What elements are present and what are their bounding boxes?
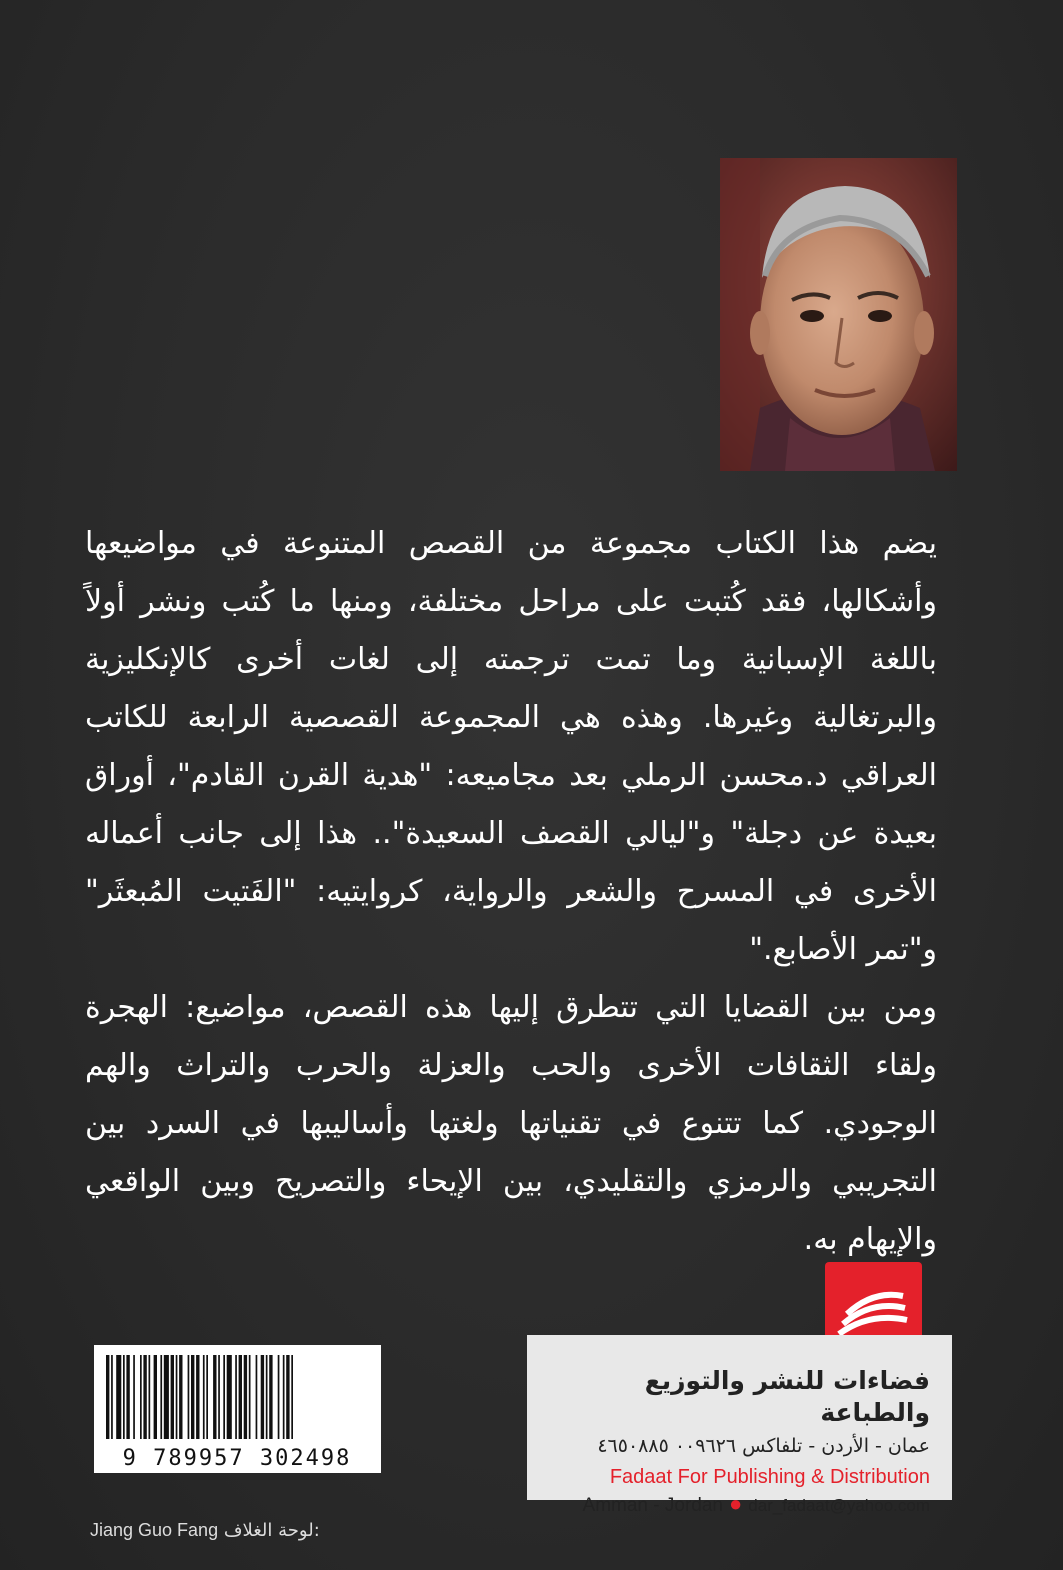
publisher-name-english: Fadaat For Publishing & Distribution: [609, 1466, 930, 1488]
barcode-bar: [164, 1355, 169, 1439]
barcode-bar: [149, 1355, 151, 1439]
book-description: [85, 515, 937, 1269]
barcode-bar: [244, 1355, 247, 1439]
barcode-bar: [286, 1355, 289, 1439]
barcode-bar: [261, 1355, 264, 1439]
publisher-city: Amman - Jordan: [582, 1495, 723, 1516]
barcode-bar: [213, 1355, 216, 1439]
barcode-bar: [143, 1355, 146, 1439]
barcode-bar: [106, 1355, 109, 1439]
barcode-bar: [196, 1355, 199, 1439]
barcode-bar: [249, 1355, 251, 1439]
barcode-bar: [203, 1355, 205, 1439]
cover-art-label: لوحة الغلاف:: [223, 1520, 320, 1541]
description-paragraph-1: يضم هذا الكتاب مجموعة من القصص المتنوعة في مواضيعها وأشكالها، فقد كُتبت على مراحل مختلفة، ومنها ما كُتب ونشر أولاً باللغة الإسبانية وما تمت ترجمته إلى لغات أخرى كالإنكليزية والبرتغالية وغيرها. وهذه هي المجموعة القصصية الرابعة للكاتب العراقي د.محسن الرملي بعد مجاميعه: "هدية القرن القادم"، أوراق بعيدة عن دجلة" و"ليالي القصف السعيدة".. هذا إلى جانب أعماله الأخرى في المسرح والشعر والرواية، كروايتيه: "الفَتيت المُبعثَر" و"تمر الأصابع.": [85, 526, 937, 967]
barcode-bar: [283, 1355, 285, 1439]
barcode-bar: [191, 1355, 194, 1439]
barcode-bar: [188, 1355, 190, 1439]
barcode-bar: [235, 1355, 237, 1439]
cover-art-credit: [90, 1518, 390, 1543]
barcode-bar: [154, 1355, 157, 1439]
publisher-info-box: [527, 1335, 952, 1516]
author-portrait-image: [720, 158, 957, 471]
barcode-icon: [100, 1351, 375, 1469]
publisher-name-arabic: فضاءات للنشر والتوزيع والطباعة: [644, 1366, 930, 1427]
barcode-bar: [123, 1355, 125, 1439]
barcode-bar: [176, 1355, 178, 1439]
barcode-bar: [269, 1355, 272, 1439]
description-paragraph-2: ومن بين القضايا التي تتطرق إليها هذه القصص، مواضيع: الهجرة ولقاء الثقافات الأخرى والحب والعزلة والحرب والتراث والهم الوجودي. كما تتنوع في تقنياتها ولغتها وأساليبها في السرد بين التجريبي والرمزي والتقليدي، بين الإيحاء والتصريح وبين الواقعي والإيهام به.: [85, 990, 937, 1257]
barcode-bar: [206, 1355, 208, 1439]
barcode-bar: [256, 1355, 258, 1439]
barcode-bar: [291, 1355, 293, 1439]
barcode-bar: [227, 1355, 232, 1439]
barcode-bar: [223, 1355, 225, 1439]
cover-artist-name: Jiang Guo Fang: [90, 1520, 219, 1540]
barcode-bar: [133, 1355, 135, 1439]
publisher-address-arabic: عمان - الأردن - تلفاكس ٠٠٩٦٢٦ ٤٦٥٠٨٨٥: [597, 1435, 930, 1457]
barcode-bar: [239, 1355, 242, 1439]
barcode-bar: [278, 1355, 280, 1439]
barcode-bar: [140, 1355, 142, 1439]
barcode-bar: [116, 1355, 121, 1439]
isbn-number: 9 789957 302498: [122, 1446, 352, 1469]
barcode-bar: [179, 1355, 182, 1439]
barcode-bar: [218, 1355, 220, 1439]
barcode-bar: [111, 1355, 113, 1439]
author-photo: [720, 158, 957, 471]
publisher-email: dar_fadaat@yahoo.com: [748, 1496, 930, 1515]
barcode-bar: [171, 1355, 174, 1439]
isbn-barcode: [94, 1345, 381, 1473]
barcode-bar: [160, 1355, 162, 1439]
barcode-bar: [266, 1355, 268, 1439]
bullet-icon: ●: [728, 1491, 743, 1516]
publisher-contact: [545, 1491, 930, 1519]
barcode-bar: [126, 1355, 129, 1439]
